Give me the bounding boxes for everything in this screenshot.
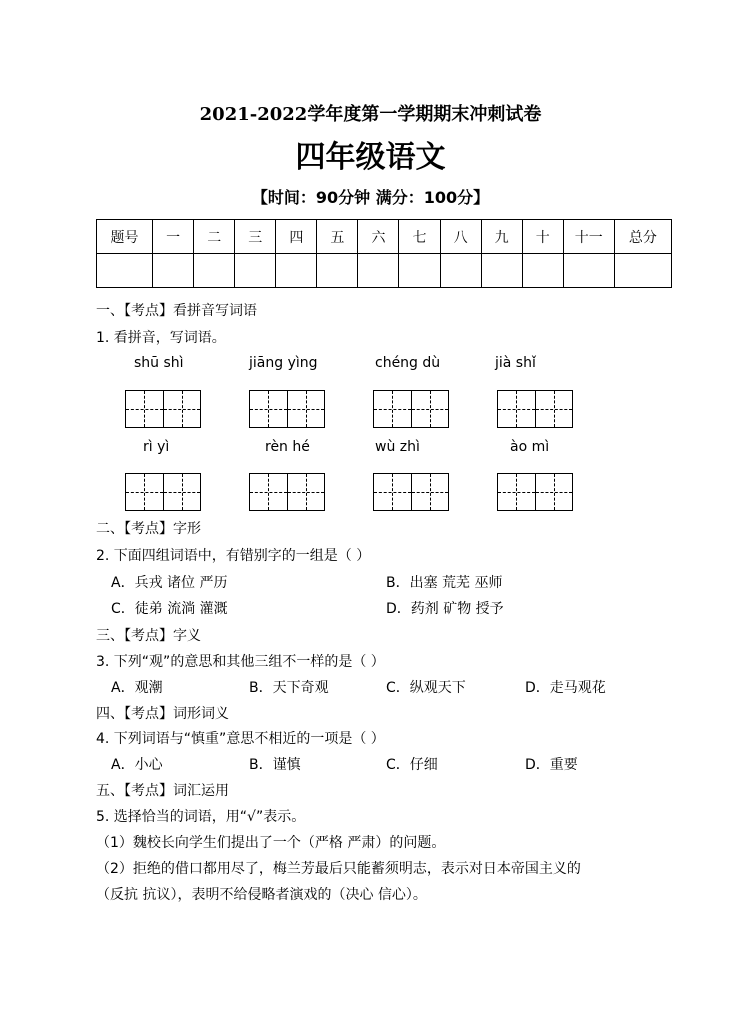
section-3-title: 三、【考点】字义 <box>96 628 201 644</box>
exam-subject-title: 四年级语文 <box>295 140 446 175</box>
score-header-cell: 四 <box>276 220 317 254</box>
question-1: 1. 看拼音，写词语。 <box>96 330 226 346</box>
option-d: D．药剂 矿物 授予 <box>386 601 504 617</box>
option-b: B．天下奇观 <box>249 680 329 696</box>
score-cell[interactable] <box>194 254 235 288</box>
option-d: D．走马观花 <box>525 680 606 696</box>
score-header-cell: 一 <box>153 220 194 254</box>
option-a: A．小心 <box>111 757 163 773</box>
score-header-cell: 三 <box>235 220 276 254</box>
writing-grid[interactable] <box>497 473 573 511</box>
writing-grid[interactable] <box>373 473 449 511</box>
option-a: A．兵戎 诸位 严历 <box>111 575 228 591</box>
writing-grid[interactable] <box>125 473 201 511</box>
question-5: 5. 选择恰当的词语，用“√”表示。 <box>96 809 306 825</box>
score-cell[interactable] <box>153 254 194 288</box>
option-c: C．仔细 <box>386 757 438 773</box>
option-c: C．徒弟 流淌 灌溉 <box>111 601 228 617</box>
score-cell[interactable] <box>358 254 399 288</box>
exam-year-title: 2021-2022学年度第一学期期末冲刺试卷 <box>199 104 542 125</box>
pinyin-label: ào mì <box>510 439 550 455</box>
question-4: 4. 下列词语与“慎重”意思不相近的一项是（ ） <box>96 731 385 747</box>
pinyin-label: rì yì <box>143 439 170 455</box>
score-table <box>96 219 672 288</box>
score-cell[interactable] <box>276 254 317 288</box>
question-3: 3. 下列“观”的意思和其他三组不一样的是（ ） <box>96 654 385 670</box>
score-header-cell: 五 <box>317 220 358 254</box>
score-table-blank-row <box>97 254 672 288</box>
score-cell[interactable] <box>440 254 481 288</box>
score-cell[interactable] <box>399 254 440 288</box>
score-cell[interactable] <box>614 254 671 288</box>
question-5-sentence-1: （1）魏校长向学生们提出了一个（严格 严肃）的问题。 <box>96 835 446 851</box>
question-5-sentence-2b: （反抗 抗议），表明不给侵略者演戏的（决心 信心）。 <box>96 887 427 903</box>
writing-grid[interactable] <box>125 390 201 428</box>
pinyin-label: shū shì <box>134 355 184 371</box>
score-cell[interactable] <box>481 254 522 288</box>
score-cell[interactable] <box>235 254 276 288</box>
pinyin-label: wù zhì <box>375 439 420 455</box>
score-cell[interactable] <box>563 254 614 288</box>
score-header-cell: 九 <box>481 220 522 254</box>
score-table-header-row <box>97 220 672 254</box>
score-header-cell: 题号 <box>97 220 153 254</box>
writing-grid[interactable] <box>497 390 573 428</box>
section-4-title: 四、【考点】词形词义 <box>96 706 229 722</box>
score-header-cell: 六 <box>358 220 399 254</box>
score-header-cell: 八 <box>440 220 481 254</box>
score-cell[interactable] <box>317 254 358 288</box>
pinyin-label: rèn hé <box>265 439 310 455</box>
exam-time-score: 【时间：90分钟 满分：100分】 <box>251 188 490 207</box>
pinyin-label: chéng dù <box>375 355 441 371</box>
score-header-cell: 十 <box>522 220 563 254</box>
option-d: D．重要 <box>525 757 578 773</box>
option-b: B．出塞 荒芜 巫师 <box>386 575 503 591</box>
score-cell[interactable] <box>522 254 563 288</box>
score-header-cell: 十一 <box>563 220 614 254</box>
writing-grid[interactable] <box>373 390 449 428</box>
score-header-cell: 总分 <box>614 220 671 254</box>
section-5-title: 五、【考点】词汇运用 <box>96 783 229 799</box>
option-b: B．谨慎 <box>249 757 301 773</box>
option-a: A．观潮 <box>111 680 163 696</box>
score-header-cell: 二 <box>194 220 235 254</box>
score-cell[interactable] <box>97 254 153 288</box>
question-5-sentence-2a: （2）拒绝的借口都用尽了，梅兰芳最后只能蓄须明志，表示对日本帝国主义的 <box>96 861 581 877</box>
option-c: C．纵观天下 <box>386 680 466 696</box>
section-2-title: 二、【考点】字形 <box>96 521 201 537</box>
question-2: 2. 下面四组词语中，有错别字的一组是（ ） <box>96 548 371 564</box>
score-header-cell: 七 <box>399 220 440 254</box>
section-1-title: 一、【考点】看拼音写词语 <box>96 303 257 319</box>
pinyin-label: jiāng yìng <box>249 355 318 371</box>
writing-grid[interactable] <box>249 473 325 511</box>
pinyin-label: jià shǐ <box>495 355 536 371</box>
writing-grid[interactable] <box>249 390 325 428</box>
